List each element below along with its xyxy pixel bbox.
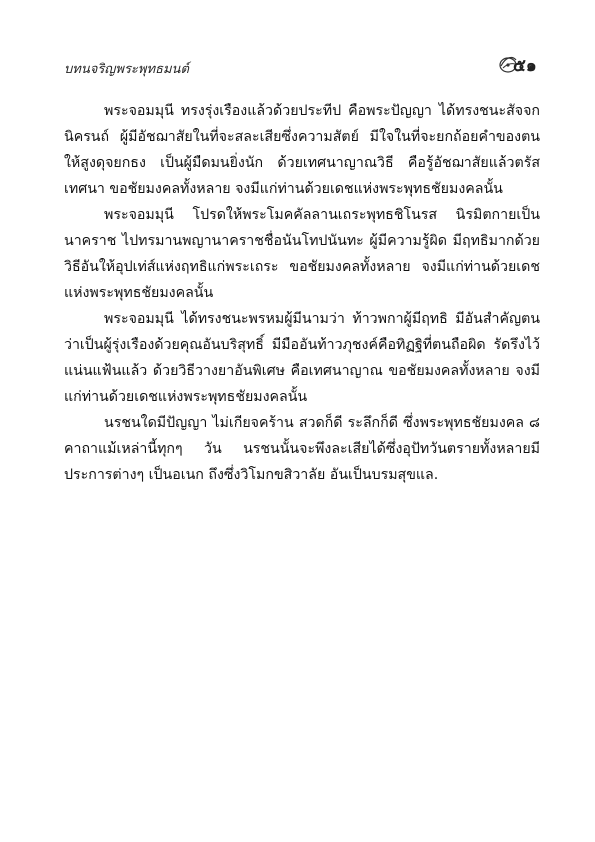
paragraph: นรชนใดมีปัญญา ไม่เกียจคร้าน สวดก็ดี ระลึกก็ดี ซึ่งพระพุทธชัยมงคล ๘ คาถาแม้เหล่านี้ทุกๆ วัน นรชนนั้นจะพึงละเสียได้ซึ่งอุปัทวันตรายทั้งหลายมีประการต่างๆ เป็นอเนก ถึงซึ่งวิโมกขสิวาลัย อันเป็นบรมสุขแล. [64, 415, 540, 483]
running-header: บทนจริญพระพุทธมนต์ [64, 62, 189, 77]
paragraph: พระจอมมุนี โปรดให้พระโมคคัลลานเถระพุทธชิโนรส นิรมิตกายเป็นนาคราช ไปทรมานพญานาคราชชื่อนันโทปนันทะ ผู้มีความรู้ผิด มีฤทธิมากด้วยวิธีอันให้อุปเท่ส์แห่งฤทธิแก่พระเถระ ขอชัยมงคลทั้งหลาย จงมีแก่ท่านด้วยเดชแห่งพระพุทธชัยมงคลนั้น [64, 207, 540, 301]
paragraph: พระจอมมุนี ได้ทรงชนะพรหมผู้มีนามว่า ท้าวพกาผู้มีฤทธิ มีอันสำคัญตนว่าเป็นผู้รุ่งเรืองด้วยคุณอันบริสุทธิ์ มีมืออันท้าวภุชงค์คือทิฏฐิที่ตนถือผิด รัดรึงไว้แน่นแฟ้นแล้ว ด้วยวิธีวางยาอันพิเศษ คือเทศนาญาณ ขอชัยมงคลทั้งหลาย จงมีแก่ท่านด้วยเดชแห่งพระพุทธชัยมงคลนั้น [64, 311, 540, 405]
body-text [64, 98, 540, 488]
paragraph: พระจอมมุนี ทรงรุ่งเรืองแล้วด้วยประทีป คือพระปัญญา ได้ทรงชนะสัจจกนิครนถ์ ผู้มีอัชฌาสัยในที่จะสละเสียซึ่งความสัตย์ มีใจในที่จะยกถ้อยคำของตน ให้สูงดุจยกธง เป็นผู้มืดมนยิ่งนัก ด้วยเทศนาญาณวิธี คือรู้อัชฌาสัยแล้วตรัสเทศนา ขอชัยมงคลทั้งหลาย จงมีแก่ท่านด้วยเดชแห่งพระพุทธชัยมงคลนั้น [64, 103, 540, 197]
page-number [497, 50, 539, 76]
page-number-text: ๕๑ [513, 56, 537, 76]
